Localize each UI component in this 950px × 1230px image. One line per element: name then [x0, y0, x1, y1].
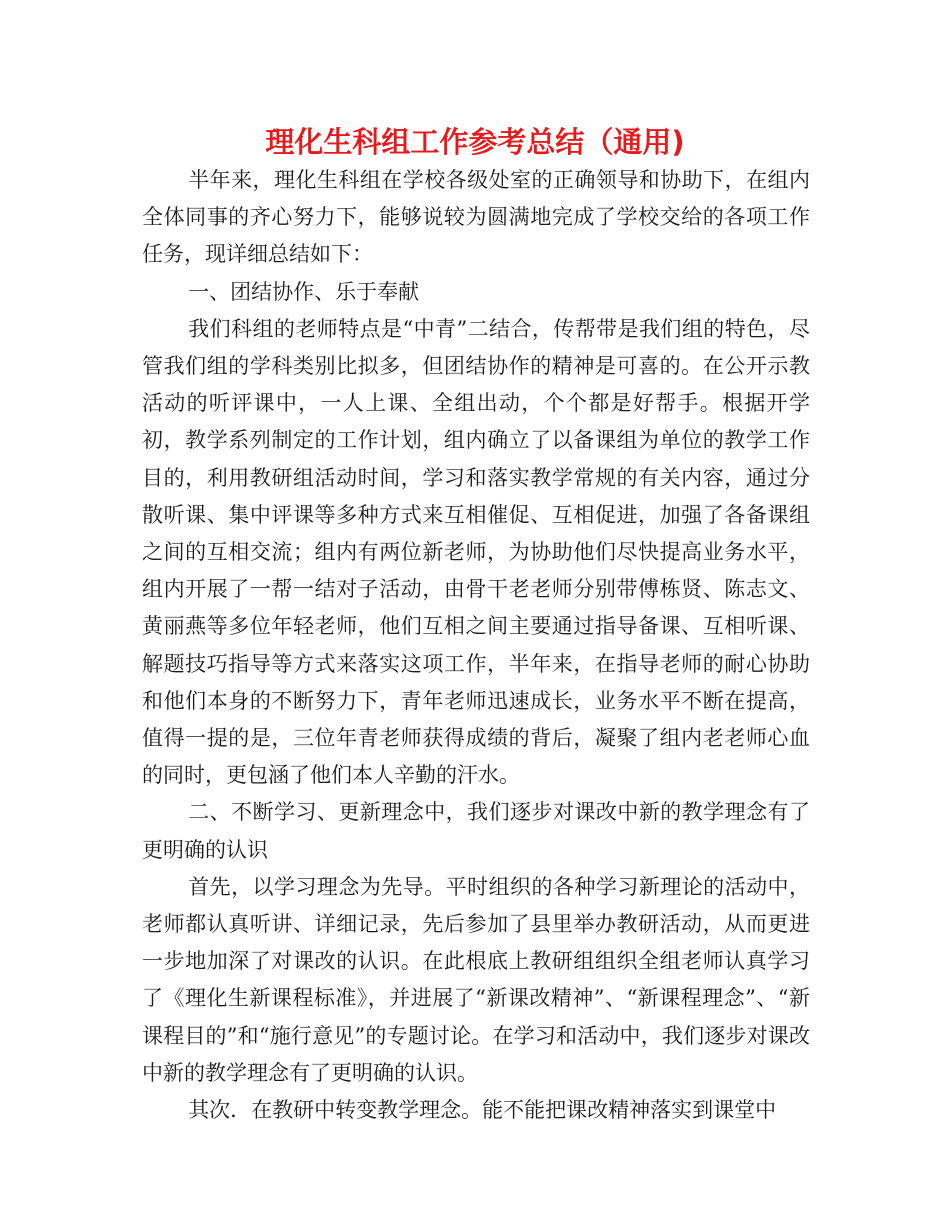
heading-section-1: 一、团结协作、乐于奉献	[188, 279, 420, 304]
paragraph-section-1: 我们科组的老师特点是“中青”二结合，传帮带是我们组的特色，尽管我们组的学科类别比拟多，但团结协作的精神是可喜的。在公开示教活动的听评课中，一人上课、全组出动，个个都是好帮手。根据开学初，教学系列制定的工作计划，组内确立了以备课组为单位的教学工作目的，利用教研组活动时间，学习和落实教学常规的有关内容，通过分散听课、集中评课等多种方式来互相催促、互相促进，加强了各备课组之间的互相交流；组内有两位新老师，为协助他们尽快提高业务水平，组内开展了一帮一结对子活动，由骨干老老师分别带傅栋贤、陈志文、黄丽燕等多位年轻老师，他们互相之间主要通过指导备课、互相听课、解题技巧指导等方式来落实这项工作，半年来，在指导老师的耐心协助和他们本身的不断努力下，青年老师迅速成长，业务水平不断在提高，值得一提的是，三位年青老师获得成绩的背后，凝聚了组内老老师心血的同时，更包涵了他们本人辛勤的汗水。	[142, 316, 810, 788]
paragraph-section-2-first: 首先，以学习理念为先导。平时组织的各种学习新理论的活动中，老师都认真听讲、详细记录，先后参加了县里举办教研活动，从而更进一步地加深了对课改的认识。在此根底上教研组组织全组老师认真学习了《理化生新课程标准》，并进展了“新课改精神”、“新课程理念”、“新课程目的”和“施行意见”的专题讨论。在学习和活动中，我们逐步对课改中新的教学理念有了更明确的认识。	[142, 874, 810, 1085]
paragraph-intro: 半年来，理化生科组在学校各级处室的正确领导和协助下，在组内全体同事的齐心努力下，能够说较为圆满地完成了学校交给的各项工作任务，现详细总结如下：	[142, 168, 810, 267]
heading-section-2: 二、不断学习、更新理念中，我们逐步对课改中新的教学理念有了更明确的认识	[142, 800, 810, 862]
paragraph-section-2-second: 其次．在教研中转变教学理念。能不能把课改精神落实到课堂中	[188, 1098, 777, 1123]
document-title: 理化生科组工作参考总结（通用)	[265, 125, 685, 159]
document-body	[142, 162, 810, 1129]
